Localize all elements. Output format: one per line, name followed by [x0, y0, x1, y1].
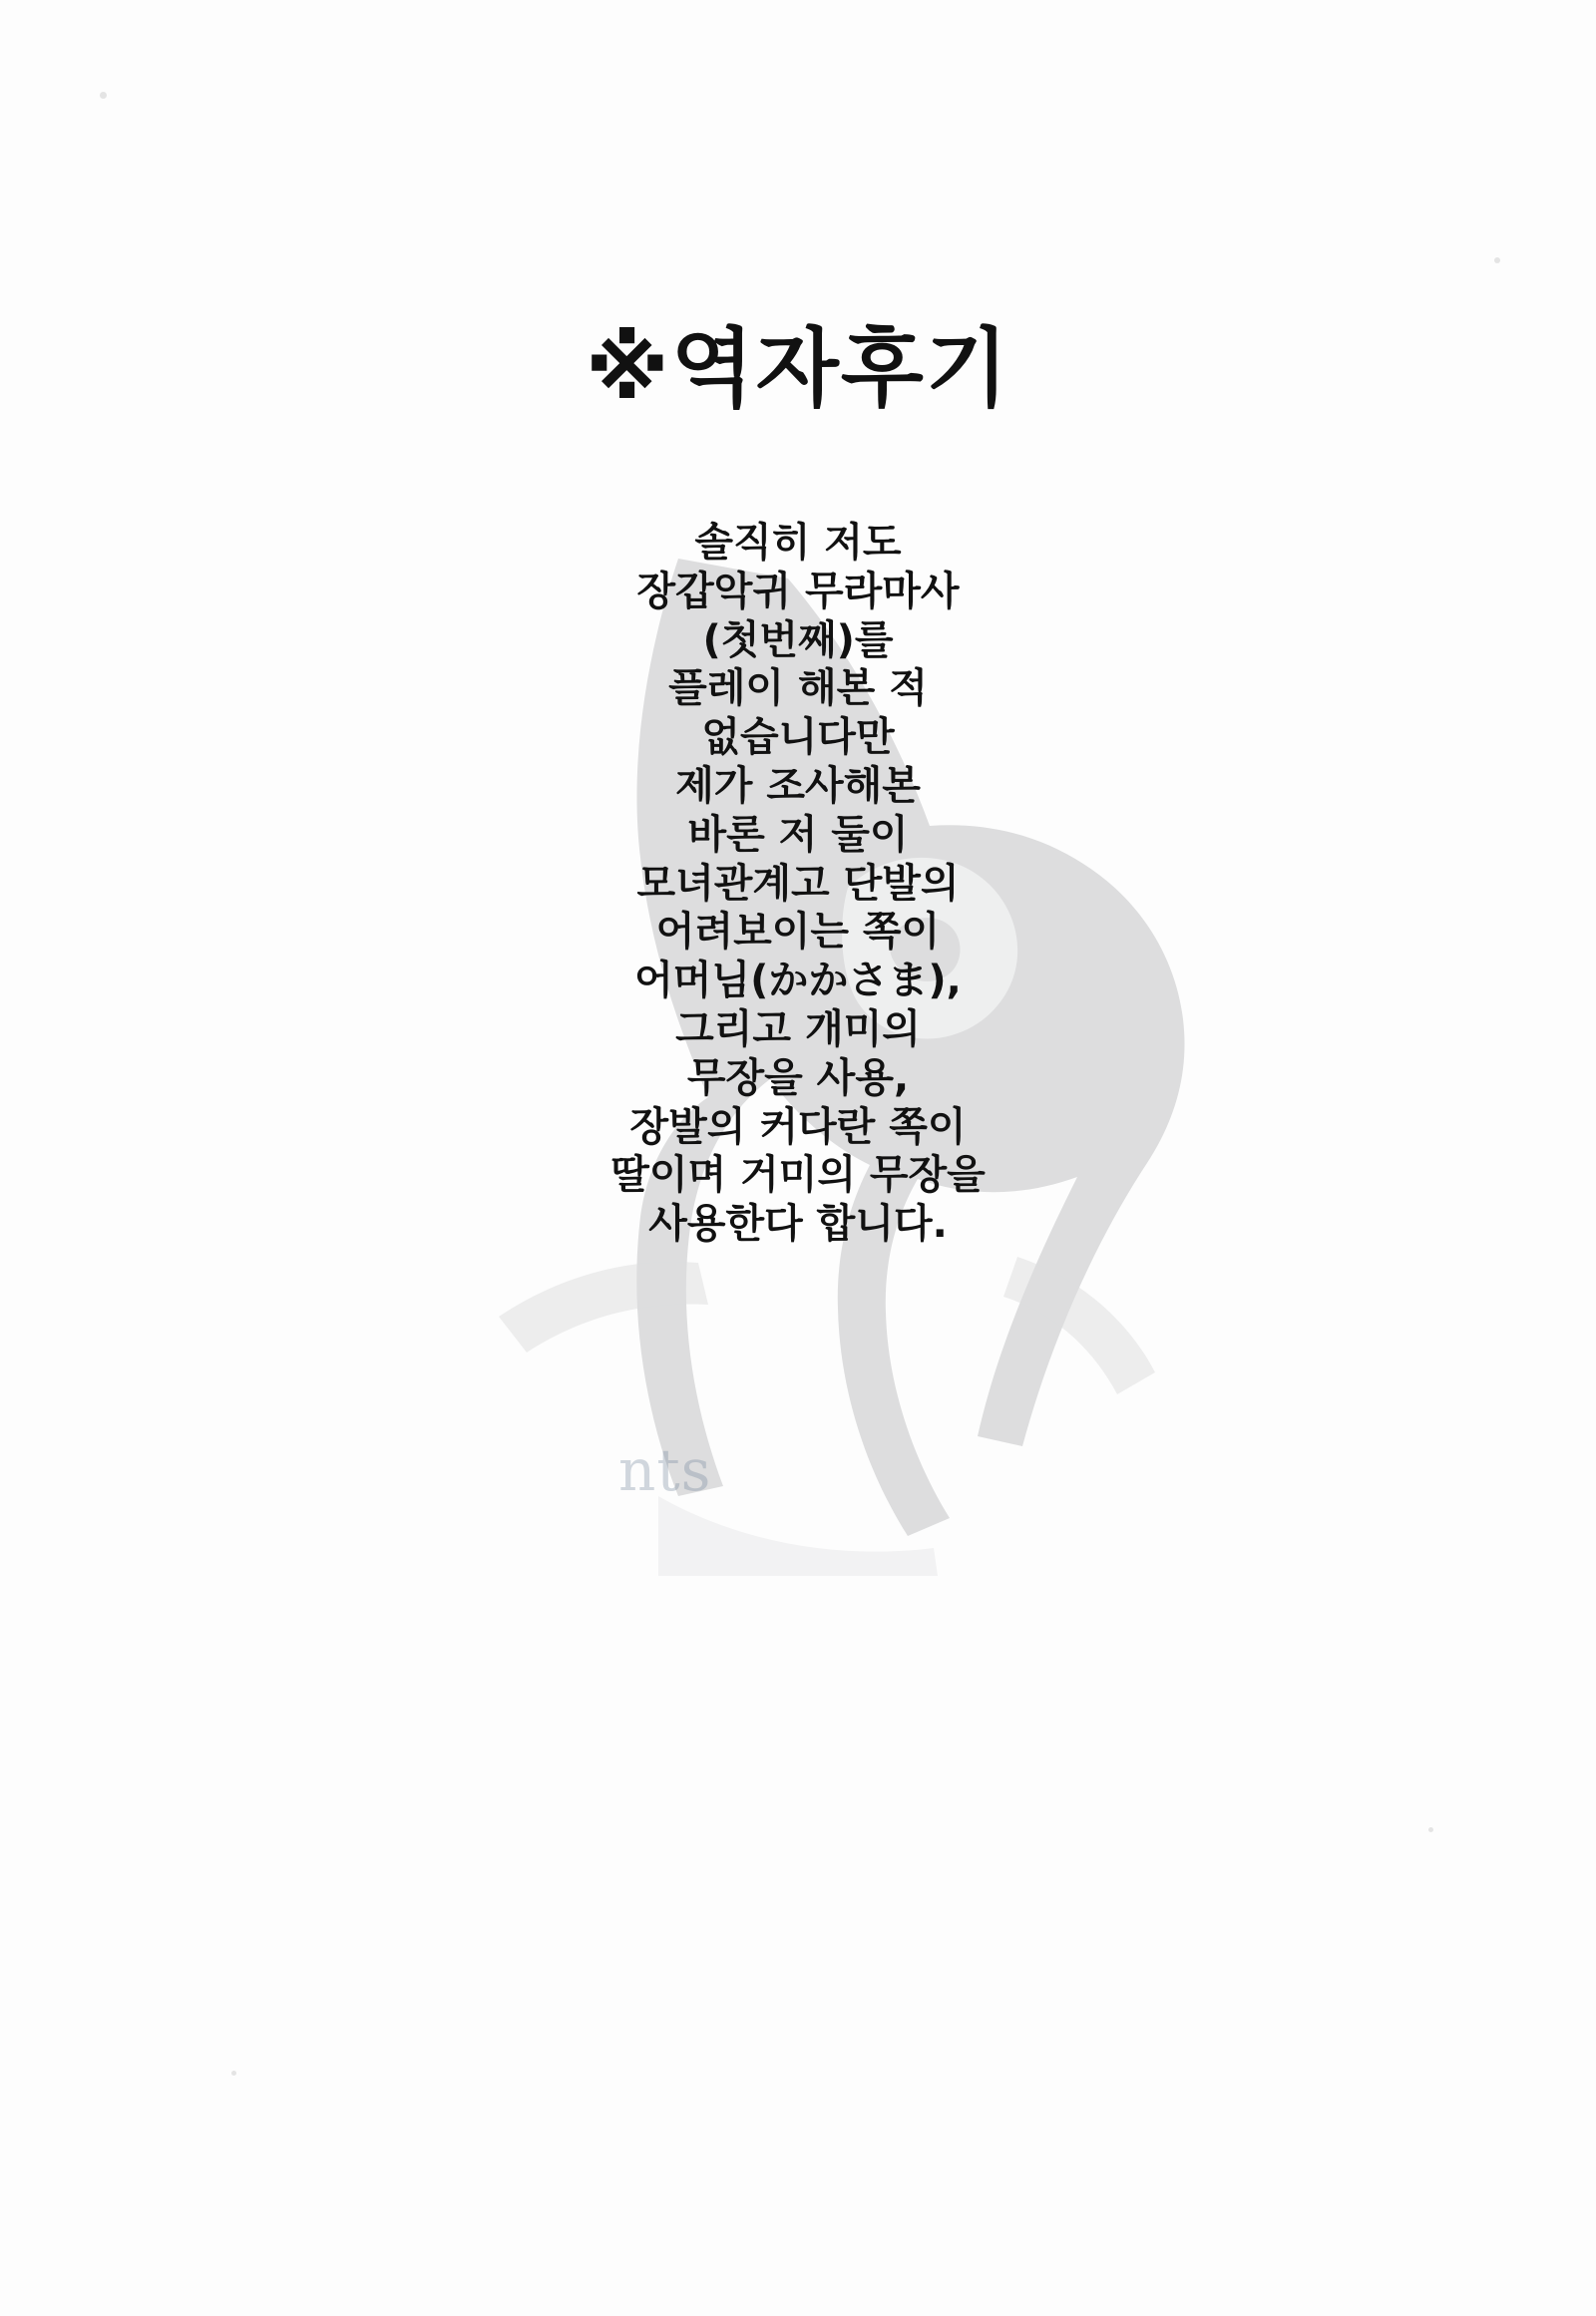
- afterword-line: 장갑악귀 무라마사: [636, 568, 960, 614]
- afterword-line: 바론 저 둘이: [687, 811, 909, 858]
- afterword-heading: ※역자후기: [586, 319, 1010, 419]
- afterword-line: 그리고 개미의: [675, 1005, 921, 1052]
- afterword-line: (첫번째)를: [702, 616, 894, 663]
- watermark-text: nts: [618, 1436, 712, 1504]
- afterword-line: 어려보이는 쪽이: [655, 909, 941, 956]
- afterword-line: 제가 조사해본: [675, 762, 921, 809]
- afterword-line: 장발의 커다란 쪽이: [629, 1103, 967, 1150]
- afterword-body: [0, 519, 1596, 1249]
- afterword-line: 무장을 사용,: [686, 1054, 910, 1101]
- afterword-line: 어머님(かかさま),: [634, 958, 962, 1004]
- afterword-line: 모녀관계고 단발의: [636, 860, 960, 907]
- afterword-line: 없습니다만: [701, 714, 895, 761]
- afterword-line: 사용한다 합니다.: [648, 1201, 948, 1248]
- afterword-line: 딸이며 거미의 무장을: [610, 1152, 986, 1199]
- afterword-line: 플레이 해본 적: [668, 665, 928, 712]
- afterword-line: 솔직히 저도: [694, 520, 902, 566]
